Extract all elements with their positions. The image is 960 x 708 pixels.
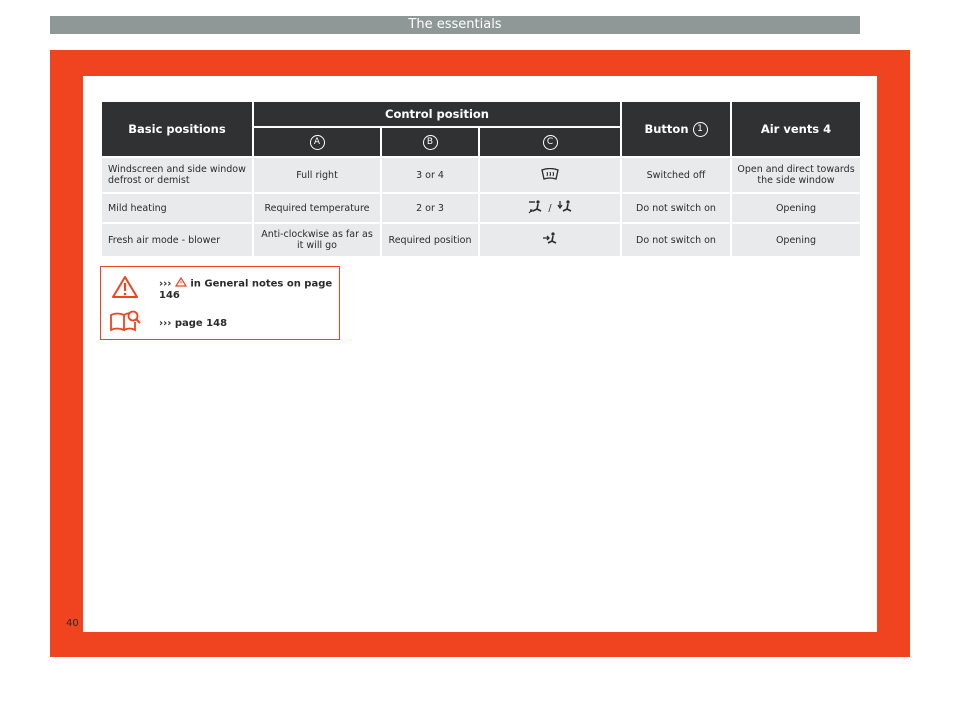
table-row bbox=[101, 157, 861, 193]
table-row bbox=[101, 223, 861, 257]
table-row bbox=[101, 193, 861, 223]
cell-c bbox=[479, 193, 621, 223]
sub-b-badge: B bbox=[423, 135, 438, 150]
sub-a-badge: A bbox=[310, 135, 325, 150]
book-magnifier-icon bbox=[109, 309, 141, 337]
sub-c-badge: C bbox=[543, 135, 558, 150]
air-to-footwell-icon bbox=[557, 199, 573, 218]
cell-button: Do not switch on bbox=[621, 193, 731, 223]
windscreen-defrost-icon bbox=[541, 168, 559, 183]
notes-box bbox=[100, 266, 340, 340]
warning-small-icon bbox=[175, 277, 187, 290]
cell-basic: Windscreen and side window defrost or demist bbox=[101, 157, 253, 193]
cell-basic: Fresh air mode - blower bbox=[101, 223, 253, 257]
book-note bbox=[109, 309, 227, 337]
warning-arrows: ››› bbox=[159, 278, 172, 290]
book-reference[interactable]: ››› page 148 bbox=[159, 317, 228, 329]
icon-separator: / bbox=[548, 202, 552, 214]
cell-vents: Opening bbox=[731, 223, 861, 257]
warning-triangle-icon bbox=[111, 275, 139, 303]
cell-button: Do not switch on bbox=[621, 223, 731, 257]
air-to-upper-body-icon bbox=[542, 231, 558, 250]
header-button-label: Button bbox=[644, 121, 689, 136]
cell-c bbox=[479, 223, 621, 257]
cell-a: Required temperature bbox=[253, 193, 381, 223]
header-sub-b bbox=[381, 127, 479, 157]
cell-a: Full right bbox=[253, 157, 381, 193]
header-basic-positions: Basic positions bbox=[101, 101, 253, 157]
button-number-badge: 1 bbox=[693, 122, 708, 137]
cell-a: Anti-clockwise as far as it will go bbox=[253, 223, 381, 257]
air-to-windscreen-and-footwell-icon bbox=[527, 199, 543, 218]
warning-reference[interactable] bbox=[159, 277, 339, 301]
cell-b: Required position bbox=[381, 223, 479, 257]
cell-b: 3 or 4 bbox=[381, 157, 479, 193]
page-number: 40 bbox=[66, 618, 79, 629]
header-button bbox=[621, 101, 731, 157]
warning-link-text: in General notes on page 146 bbox=[159, 278, 333, 301]
section-header: The essentials bbox=[50, 16, 860, 34]
header-sub-a bbox=[253, 127, 381, 157]
cell-vents: Open and direct towards the side window bbox=[731, 157, 861, 193]
header-sub-c bbox=[479, 127, 621, 157]
cell-vents: Opening bbox=[731, 193, 861, 223]
cell-b: 2 or 3 bbox=[381, 193, 479, 223]
cell-button: Switched off bbox=[621, 157, 731, 193]
cell-basic: Mild heating bbox=[101, 193, 253, 223]
warning-note bbox=[111, 275, 339, 303]
header-air-vents: Air vents 4 bbox=[731, 101, 861, 157]
header-control-position: Control position bbox=[253, 101, 621, 127]
climate-positions-table bbox=[100, 100, 862, 258]
cell-c bbox=[479, 157, 621, 193]
